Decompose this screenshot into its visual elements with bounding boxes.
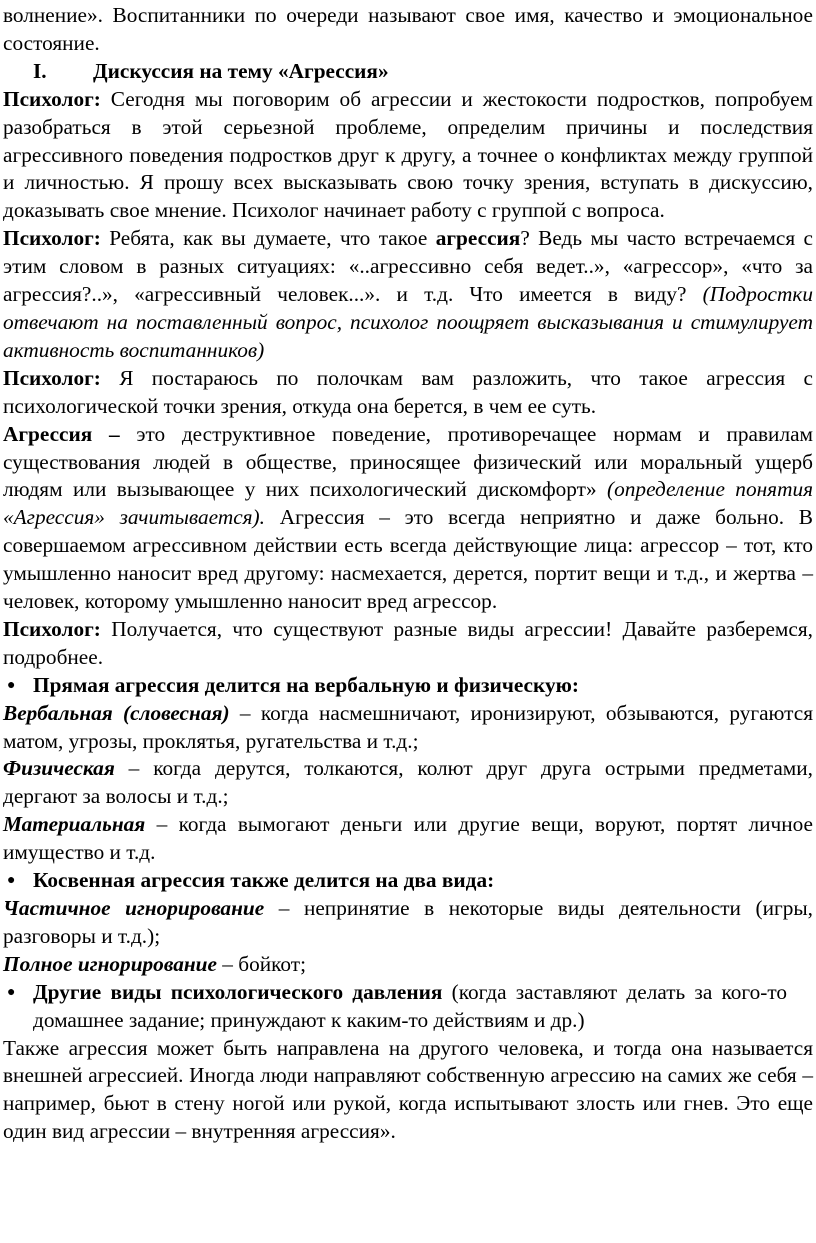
partial-ignoring-paragraph: Частичное игнорирование – непринятие в некоторые виды деятельности (игры, разговоры и т.д.); bbox=[3, 896, 813, 948]
section-heading bbox=[3, 58, 813, 86]
psychologist-paragraph-1: Психолог: Сегодня мы поговорим об агрессии и жестокости подростков, попробуем разобраться в этой серьезной проблеме, определим причины и последствия агрессивного поведения подростков друг к другу, а точнее о конфликтах между группой и личностью. Я прошу всех высказывать свою точку зрения, вступать в дискуссию, доказывать свое мнение. Психолог начинает работу с группой с вопроса. bbox=[3, 86, 813, 223]
full-ignoring-paragraph: Полное игнорирование – бойкот; bbox=[3, 951, 307, 976]
speaker-label: Психолог: bbox=[3, 616, 101, 641]
material-paragraph: Материальная – когда вымогают деньги или другие вещи, воруют, портят личное имущество и т.д. bbox=[3, 812, 813, 865]
bullet-icon: ● bbox=[7, 873, 16, 889]
psychologist-paragraph-4: Психолог: Получается, что существуют разные виды агрессии! Давайте разберемся, подробнее. bbox=[3, 616, 813, 669]
speaker-label: Психолог: bbox=[3, 86, 101, 111]
list-item-indirect-aggression: ● Косвенная агрессия также делится на два вида: bbox=[3, 867, 813, 895]
physical-term: Физическая bbox=[3, 756, 115, 781]
stage-note: (Подростки отвечают на поставленный вопрос, психолог поощряет высказывания и стимулирует активность воспитанников) bbox=[3, 282, 813, 362]
bullet-icon: ● bbox=[7, 984, 16, 1000]
list-item-direct-aggression: ● Прямая агрессия делится на вербальную и физическую: bbox=[3, 672, 813, 700]
speaker-label: Психолог: bbox=[3, 226, 101, 251]
speaker-label: Психолог: bbox=[3, 365, 101, 390]
physical-paragraph: Физическая – когда дерутся, толкаются, колют друг друга острыми предметами, дергают за волосы и т.д.; bbox=[3, 756, 813, 809]
verbal-term: Вербальная (словесная) bbox=[3, 700, 230, 725]
bullet-icon: ● bbox=[7, 677, 16, 693]
partial-ignoring-term: Частичное игнорирование bbox=[3, 896, 265, 920]
material-term: Материальная bbox=[3, 812, 146, 837]
term-aggression: агрессия bbox=[435, 226, 521, 251]
definition-paragraph: Агрессия – это деструктивное поведение, противоречащее нормам и правилам существования людей в обществе, приносящее физический или моральный ущерб людям или вызывающее у них психологический дискомфорт» (определение понятия «Агрессия» зачитывается). Агрессия – это всегда неприятно и даже больно. В совершаемом агрессивном действии есть всегда действующие лица: агрессор – тот, кто умышленно наносит вред другому: насмехается, дерется, портит вещи и т.д., и жертва – человек, которому умышленно наносит вред агрессор. bbox=[3, 421, 813, 614]
psychologist-paragraph-3: Психолог: Я постараюсь по полочкам вам разложить, что такое агрессия с психологической точки зрения, откуда она берется, в чем ее суть. bbox=[3, 365, 813, 418]
intro-paragraph: волнение». Воспитанники по очереди называют свое имя, качество и эмоциональное состояние. bbox=[3, 3, 813, 55]
verbal-paragraph: Вербальная (словесная) – когда насмешничают, иронизируют, обзываются, ругаются матом, угрозы, проклятья, ругательства и т.д.; bbox=[3, 700, 813, 753]
psychologist-paragraph-2: Психолог: Ребята, как вы думаете, что такое агрессия? Ведь мы часто встречаемся с этим словом в разных ситуациях: «..агрессивно себя ведет..», «агрессор», «что за агрессия?..», «агрессивный человек...». и т.д. Что имеется в виду? (Подростки отвечают на поставленный вопрос, психолог поощряет высказывания и стимулирует активность воспитанников) bbox=[3, 226, 813, 362]
list-item-other-pressure: ● Другие виды психологического давления (когда заставляют делать за кого-то домашнее задание; принуждают к каким-то действиям и др.) bbox=[3, 979, 813, 1035]
section-number: I. bbox=[33, 58, 47, 83]
definition-term: Агрессия – bbox=[3, 421, 120, 446]
closing-paragraph: Также агрессия может быть направлена на другого человека, и тогда она называется внешней агрессией. Иногда люди направляют собственную агрессию на самих же себя – например, бьют в стену ногой или рукой, когда испытывают злость или гнев. Это еще один вид агрессии – внутренняя агрессия». bbox=[3, 1035, 813, 1144]
full-ignoring-term: Полное игнорирование bbox=[3, 951, 217, 976]
section-title: Дискуссия на тему «Агрессия» bbox=[93, 58, 389, 83]
stage-note: (определение понятия «Агрессия» зачитывается). bbox=[3, 477, 813, 530]
